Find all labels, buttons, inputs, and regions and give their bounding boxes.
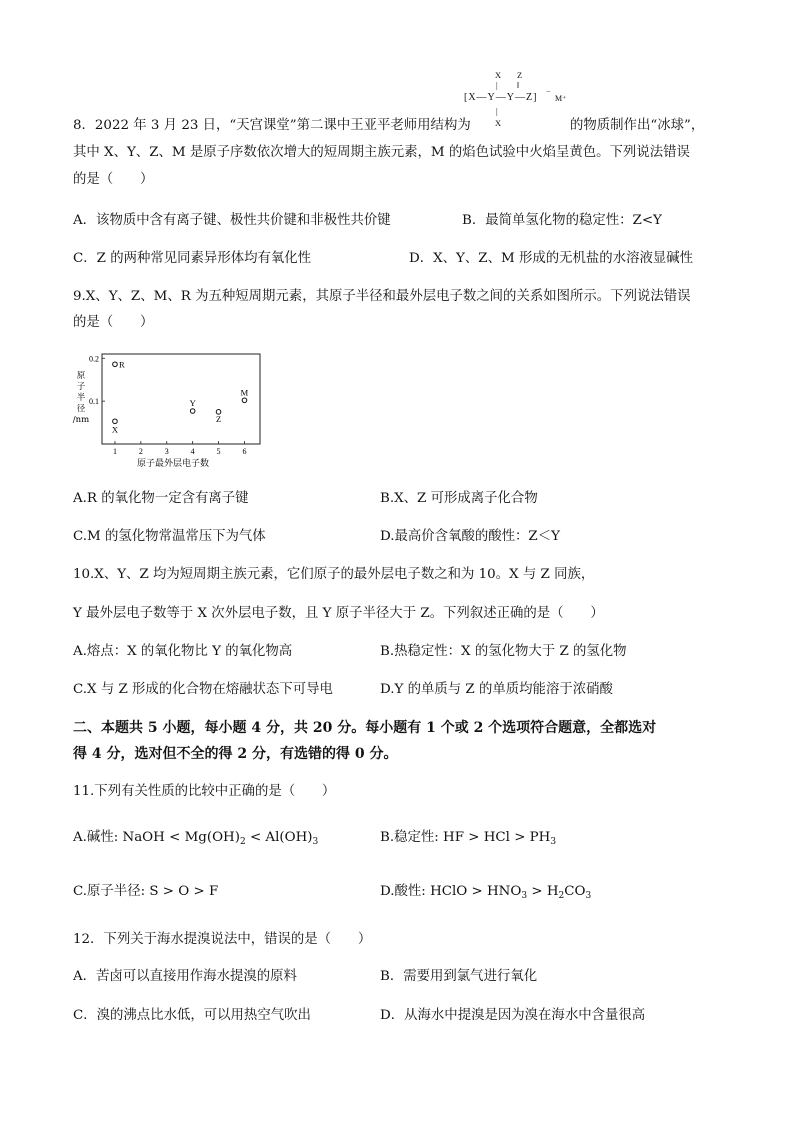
q10-option-a: A.熔点：X 的氧化物比 Y 的氧化物高 xyxy=(73,644,293,659)
x-tick-label: 4 xyxy=(190,447,195,456)
struct-x-bottom: X xyxy=(495,118,502,128)
y-tick-label: 0.2 xyxy=(89,354,99,364)
x-tick-label: 3 xyxy=(164,447,169,456)
struct-chain: [X—Y—Y—Z] xyxy=(464,92,538,103)
point-label-r: R xyxy=(118,359,125,370)
q11-a-text2: < Al(OH) xyxy=(245,830,313,845)
q9-chart-svg xyxy=(70,348,270,474)
point-label-y: Y xyxy=(189,398,196,408)
q9-option-b: B.X、Z 可形成离子化合物 xyxy=(380,491,538,506)
struct-bond-top: | xyxy=(496,80,498,90)
x-axis-label: 原子最外层电子数 xyxy=(136,459,210,469)
q9-option-c: C.M 的氢化物常温常压下为气体 xyxy=(73,529,266,544)
q8-option-b: B．最简单氢化物的稳定性：Z<Y xyxy=(462,213,662,228)
section2-heading-line1: 二、本题共 5 小题，每小题 4 分，共 20 分。每小题有 1 个或 2 个选项符合题意，全都选对 xyxy=(73,720,657,736)
y-tick-label: 0.1 xyxy=(89,397,99,407)
data-point-m xyxy=(242,398,247,403)
q11-option-c: C.原子半径: S > O > F xyxy=(73,884,219,899)
q11-d-sub3: 3 xyxy=(585,891,592,901)
q11-d-text3: CO xyxy=(564,884,586,899)
x-tick-label: 6 xyxy=(242,447,247,456)
q11-d-text2: > H xyxy=(527,884,559,899)
q12-option-c: C．溴的沸点比水低，可以用热空气吹出 xyxy=(73,1008,311,1023)
q10-option-c: C.X 与 Z 形成的化合物在熔融状态下可导电 xyxy=(73,682,333,697)
q8-stem-line3: 的是（ ） xyxy=(73,172,154,187)
struct-z-top: Z xyxy=(517,70,523,80)
q12-option-a: A．苦卤可以直接用作海水提溴的原料 xyxy=(73,969,297,984)
x-tick-label: 2 xyxy=(138,447,143,456)
data-point-r xyxy=(113,362,118,367)
q11-b-sub1: 3 xyxy=(550,837,557,847)
q8-stem-pre: 8．2022 年 3 月 23 日，“天宫课堂”第二课中王亚平老师用结构为 xyxy=(73,118,471,133)
q11-stem: 11.下列有关性质的比较中正确的是（ ） xyxy=(73,784,336,799)
q11-a-text1: A.碱性: NaOH < Mg(OH) xyxy=(73,830,240,845)
q11-d-sub1: 3 xyxy=(521,891,528,901)
y-axis-label-char: 半 xyxy=(76,393,86,403)
q12-stem: 12．下列关于海水提溴说法中，错误的是（ ） xyxy=(73,932,372,947)
q9-stem-line2: 的是（ ） xyxy=(73,315,154,330)
q12-option-b: B．需要用到氯气进行氧化 xyxy=(380,969,538,984)
q11-d-text1: D.酸性: HClO > HNO xyxy=(380,884,522,899)
q12-option-d: D．从海水中提溴是因为溴在海水中含量很高 xyxy=(380,1008,646,1023)
data-point-y xyxy=(190,409,195,414)
point-label-z: Z xyxy=(215,413,222,424)
y-axis-label-char: 径 xyxy=(76,404,86,414)
struct-x-top: X xyxy=(495,70,502,80)
data-point-x xyxy=(113,419,118,424)
q11-option-a xyxy=(73,829,318,847)
q8-option-c: C．Z 的两种常见同素异形体均有氧化性 xyxy=(73,251,312,266)
q11-option-b xyxy=(380,829,556,847)
q8-option-a: A．该物质中含有离子键、极性共价键和非极性共价键 xyxy=(73,213,391,228)
x-tick-label: 5 xyxy=(216,447,221,456)
q10-stem-line1: 10.X、Y、Z 均为短周期主族元素，它们原子的最外层电子数之和为 10。X 与 Z 同族， xyxy=(73,567,595,582)
q11-b-text1: B.稳定性: HF > HCl > PH xyxy=(380,830,551,845)
q8-stem-post: 的物质制作出“冰球”， xyxy=(570,118,705,133)
struct-bond-bottom: | xyxy=(496,106,498,116)
q11-option-d xyxy=(380,883,591,901)
q9-option-d: D.最高价含氧酸的酸性：Z＜Y xyxy=(380,529,560,544)
chart-frame xyxy=(102,354,260,444)
point-label-x: X xyxy=(111,424,119,435)
q8-option-d: D．X、Y、Z、M 形成的无机盐的水溶液显碱性 xyxy=(409,251,694,266)
section2-heading-line2: 得 4 分，选对但不全的得 2 分，有选错的得 0 分。 xyxy=(73,746,398,762)
q10-option-d: D.Y 的单质与 Z 的单质均能溶于浓硝酸 xyxy=(380,682,613,697)
y-axis-label-char: /nm xyxy=(72,415,90,425)
struct-cation: M⁺ xyxy=(555,94,567,103)
x-tick-label: 1 xyxy=(112,447,117,456)
point-label-m: M xyxy=(240,387,249,398)
q10-stem-line2: Y 最外层电子数等于 X 次外层电子数，且 Y 原子半径大于 Z。下列叙述正确的是（ ） xyxy=(73,606,604,621)
struct-charge: ⁻ xyxy=(546,88,551,98)
q9-stem-line1: 9.X、Y、Z、M、R 为五种短周期元素，其原子半径和最外层电子数之间的关系如图所示。下列说法错误 xyxy=(73,289,691,304)
q11-a-sub2: 3 xyxy=(312,837,319,847)
q8-structure-formula xyxy=(462,70,572,132)
struct-bond-double: ‖ xyxy=(517,80,520,90)
q11-a-sub1: 2 xyxy=(239,837,246,847)
q11-d-sub2: 2 xyxy=(558,891,565,901)
q9-option-a: A.R 的氧化物一定含有离子键 xyxy=(73,491,249,506)
q10-option-b: B.热稳定性：X 的氢化物大于 Z 的氢化物 xyxy=(380,644,627,659)
q8-stem-line2: 其中 X、Y、Z、M 是原子序数依次增大的短周期主族元素，M 的焰色试验中火焰呈黄色。下列说法错误 xyxy=(73,145,690,160)
q9-chart xyxy=(70,348,270,474)
y-axis-label-char: 原 xyxy=(76,371,86,381)
y-axis-label-char: 子 xyxy=(76,382,86,392)
